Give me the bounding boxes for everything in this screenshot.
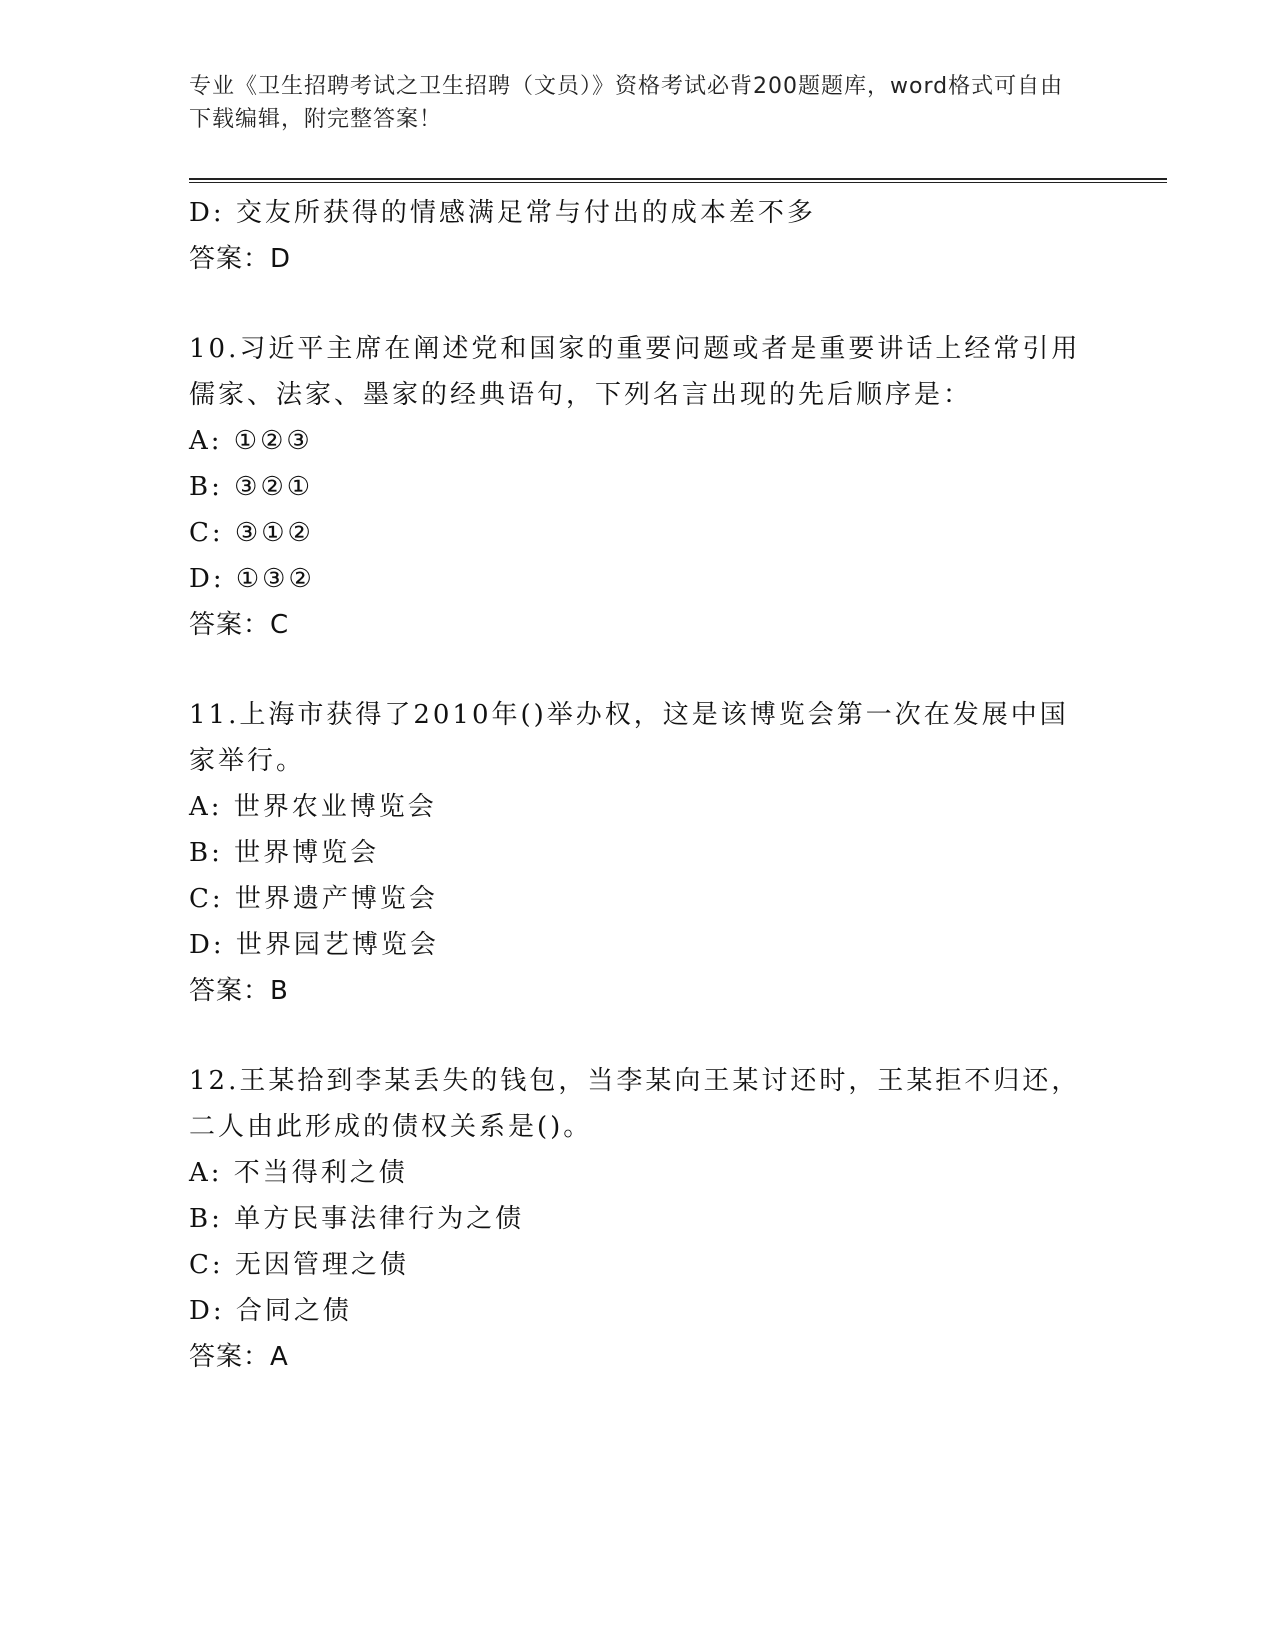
answer-carryover: 答案：D: [189, 244, 292, 274]
option-d: D: 合同之债: [189, 1296, 352, 1326]
option-c: C: 无因管理之债: [189, 1250, 409, 1280]
question-12: [189, 1058, 1089, 1380]
option-d: D: ①③②: [189, 564, 315, 594]
answer-line: 答案：C: [189, 610, 290, 640]
answer-line: 答案：A: [189, 1342, 289, 1372]
header-divider: [189, 178, 1167, 183]
question-stem: 11.上海市获得了2010年()举办权，这是该博览会第一次在发展中国家举行。: [189, 700, 1069, 776]
question-10: [189, 326, 1089, 648]
option-b: B: 世界博览会: [189, 838, 380, 868]
option-a: A: 世界农业博览会: [189, 792, 437, 822]
option-c: C: 世界遗产博览会: [189, 884, 438, 914]
answer-line: 答案：B: [189, 976, 289, 1006]
option-d-carryover: D: 交友所获得的情感满足常与付出的成本差不多: [189, 198, 816, 228]
option-b: B: ③②①: [189, 472, 314, 502]
question-stem: 12.王某拾到李某丢失的钱包，当李某向王某讨还时，王某拒不归还，二人由此形成的债权关系是()。: [189, 1066, 1081, 1142]
option-a: A: 不当得利之债: [189, 1158, 408, 1188]
option-a: A: ①②③: [189, 426, 313, 456]
question-list: [189, 190, 1089, 1380]
option-c: C: ③①②: [189, 518, 314, 548]
question-11: [189, 692, 1089, 1014]
option-b: B: 单方民事法律行为之债: [189, 1204, 525, 1234]
page-header: 专业《卫生招聘考试之卫生招聘（文员）》资格考试必背200题题库，word格式可自由下载编辑，附完整答案！: [189, 74, 1064, 132]
question-stem: 10.习近平主席在阐述党和国家的重要问题或者是重要讲话上经常引用儒家、法家、墨家的经典语句，下列名言出现的先后顺序是：: [189, 334, 1081, 410]
option-d: D: 世界园艺博览会: [189, 930, 439, 960]
